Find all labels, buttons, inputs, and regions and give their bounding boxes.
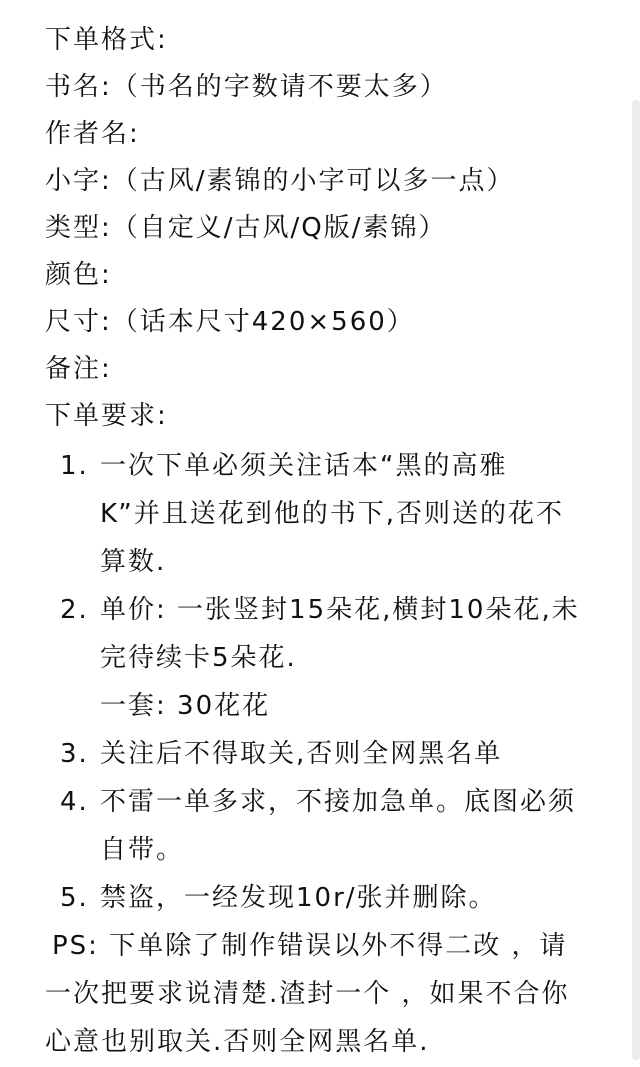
field-author-name: 作者名: [45, 119, 140, 149]
requirement-3-line-1: 关注后不得取关,否则全网黑名单 [100, 739, 503, 769]
requirement-1-line-1: 一次下单必须关注话本“黑的高雅 [100, 451, 508, 481]
ps-line-2: 一次把要求说清楚.渣封一个 ，如果不合你 [45, 979, 570, 1009]
scrollbar[interactable] [632, 100, 640, 1060]
requirement-2-line-3: 一套: 30花花 [100, 691, 271, 721]
requirement-2-number: 2. [60, 595, 89, 625]
field-book-name: 书名:（书名的字数请不要太多） [45, 72, 448, 102]
requirements-title: 下单要求: [45, 401, 168, 431]
requirement-1-line-3: 算数. [100, 547, 167, 577]
field-type: 类型:（自定义/古风/Q版/素锦） [45, 213, 447, 243]
requirement-1-line-2: K”并且送花到他的书下,否则送的花不 [100, 499, 564, 529]
ps-line-1: PS: 下单除了制作错误以外不得二改 ，请 [52, 931, 568, 961]
requirement-2-line-1: 单价: 一张竖封15朵花,横封10朵花,未 [100, 595, 580, 625]
form-title: 下单格式: [45, 25, 168, 55]
requirement-3-number: 3. [60, 739, 89, 769]
field-small-text: 小字:（古风/素锦的小字可以多一点） [45, 166, 515, 196]
field-color: 颜色: [45, 260, 112, 290]
requirement-4-line-2: 自带。 [100, 835, 185, 865]
requirement-4-line-1: 不雷一单多求，不接加急单。底图必须 [100, 787, 577, 817]
field-notes: 备注: [45, 354, 112, 384]
ps-line-3: 心意也别取关.否则全网黑名单. [45, 1027, 430, 1057]
requirement-1-number: 1. [60, 451, 89, 481]
field-size: 尺寸:（话本尺寸420×560） [45, 307, 415, 337]
requirement-2-line-2: 完待续卡5朵花. [100, 643, 297, 673]
requirement-4-number: 4. [60, 787, 89, 817]
requirement-5-number: 5. [60, 883, 89, 913]
requirement-5-line-1: 禁盗，一经发现10r/张并删除。 [100, 883, 497, 913]
